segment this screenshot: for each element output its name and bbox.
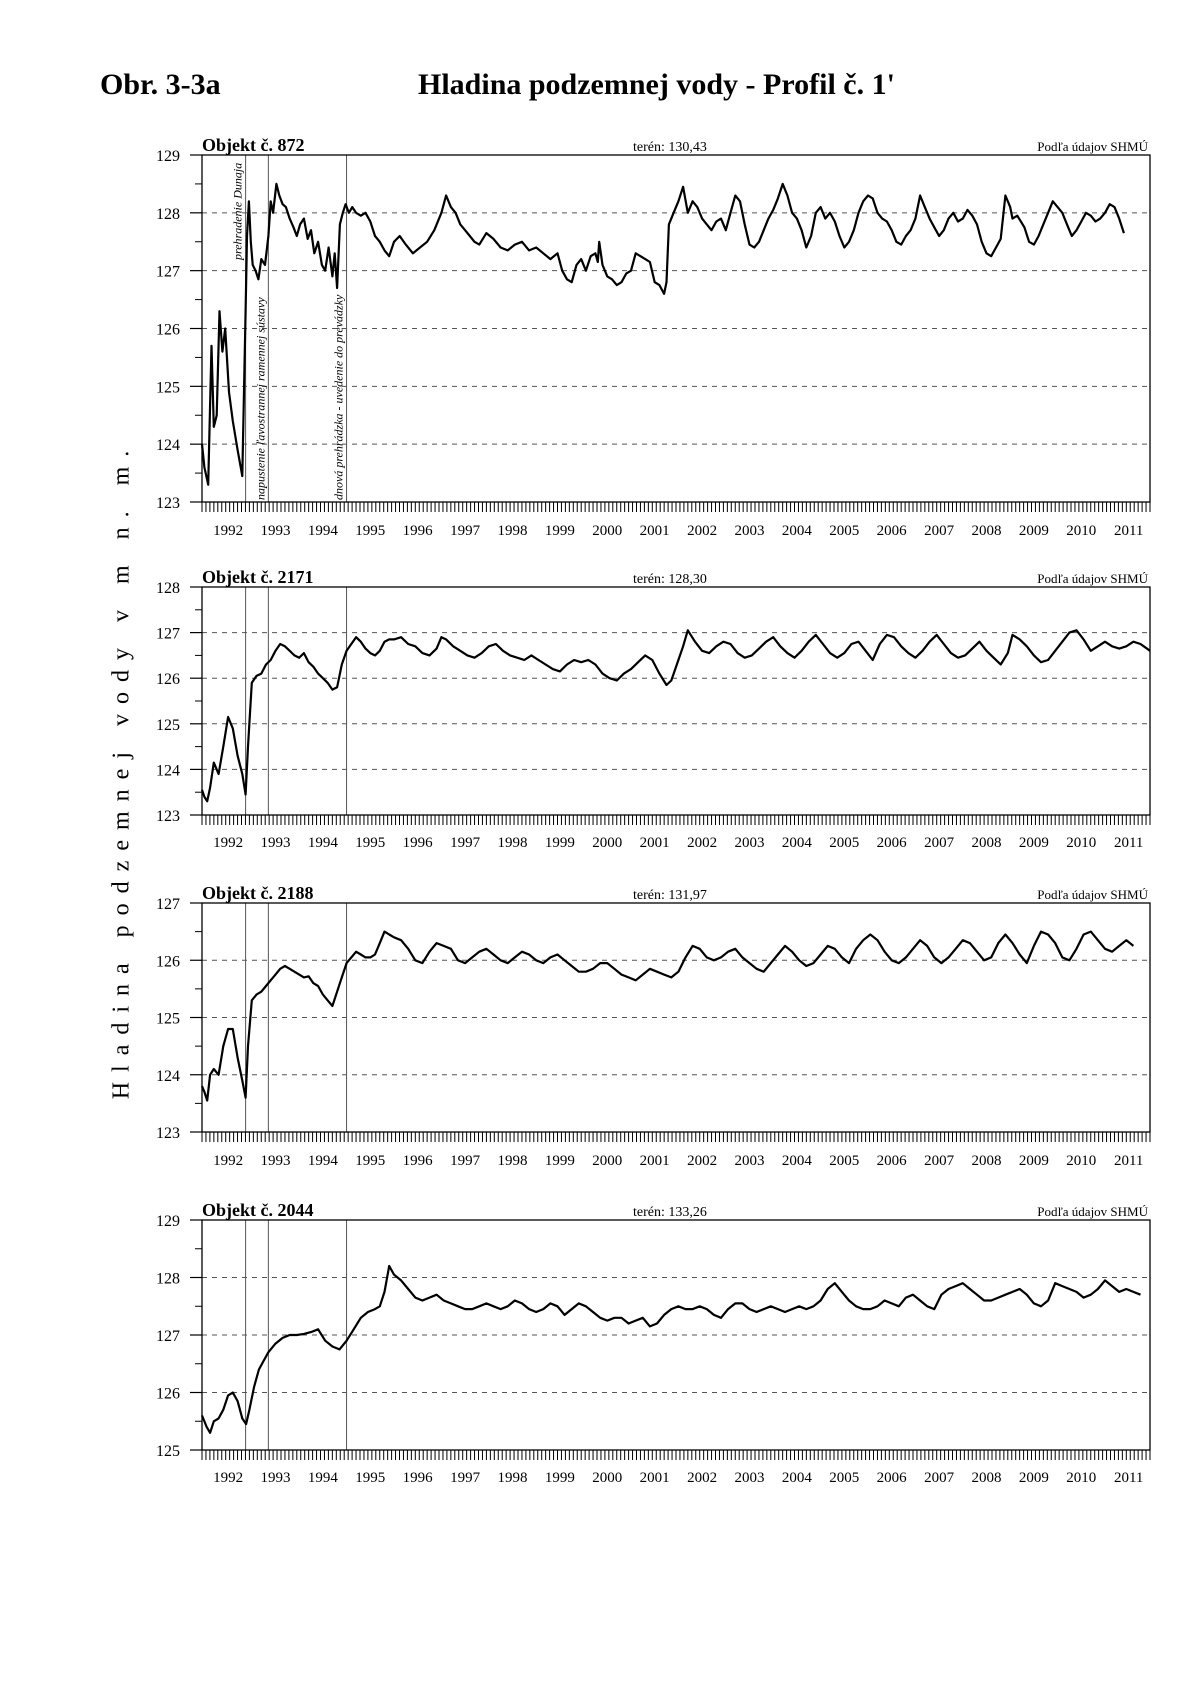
x-tick-label: 2005 (829, 523, 860, 539)
series-line (202, 630, 1150, 801)
x-tick-label: 1996 (402, 1153, 433, 1169)
y-tick-label: 126 (156, 321, 180, 339)
x-tick-label: 1996 (402, 1470, 433, 1486)
x-tick-label: 2005 (829, 835, 860, 851)
y-tick-label: 123 (156, 1125, 180, 1142)
x-tick-label: 1995 (355, 1470, 386, 1486)
x-tick-label: 1999 (544, 1470, 575, 1486)
x-tick-label: 1998 (497, 1153, 528, 1169)
x-tick-label: 1998 (497, 1470, 528, 1486)
y-tick-label: 126 (156, 671, 180, 689)
x-tick-label: 1998 (497, 523, 528, 539)
x-tick-label: 1992 (213, 835, 244, 851)
y-tick-label: 127 (156, 263, 180, 281)
y-tick-label: 128 (156, 205, 180, 223)
x-tick-label: 2001 (639, 835, 670, 851)
x-tick-label: 2003 (734, 1153, 765, 1169)
source-label: Podľa údajov SHMÚ (1037, 571, 1148, 586)
x-tick-label: 2008 (971, 1470, 1002, 1486)
x-tick-label: 2010 (1066, 1470, 1097, 1486)
y-tick-label: 127 (156, 1328, 180, 1345)
y-tick-label: 129 (156, 1213, 180, 1230)
x-tick-label: 1992 (213, 1153, 244, 1169)
chart-panel-0 (156, 135, 1150, 539)
x-tick-label: 2008 (971, 835, 1002, 851)
y-tick-label: 124 (156, 762, 180, 780)
x-tick-label: 1993 (260, 835, 291, 851)
chart-title: Objekt č. 872 (202, 135, 305, 155)
y-tick-label: 124 (156, 1067, 180, 1085)
x-tick-label: 1993 (260, 1153, 291, 1169)
x-tick-label: 2006 (876, 1153, 907, 1169)
x-tick-label: 1997 (450, 1470, 481, 1486)
x-tick-label: 2000 (592, 1470, 623, 1486)
x-tick-label: 1992 (213, 1470, 244, 1486)
x-tick-label: 2009 (1018, 523, 1049, 539)
x-tick-label: 2002 (687, 1153, 718, 1169)
x-tick-label: 1994 (307, 1153, 338, 1169)
x-tick-label: 1998 (497, 835, 528, 851)
x-tick-label: 2008 (971, 1153, 1002, 1169)
y-tick-label: 125 (156, 1443, 180, 1460)
x-tick-label: 2011 (1113, 835, 1144, 851)
x-tick-label: 1999 (544, 523, 575, 539)
terrain-label: terén: 131,97 (633, 888, 707, 903)
terrain-label: terén: 128,30 (633, 572, 707, 587)
chart-panel-1 (156, 567, 1150, 851)
y-tick-label: 129 (156, 148, 180, 165)
x-tick-label: 2009 (1018, 1153, 1049, 1169)
x-tick-label: 2011 (1113, 1470, 1144, 1486)
source-label: Podľa údajov SHMÚ (1037, 139, 1148, 154)
y-tick-label: 126 (156, 1385, 180, 1403)
y-tick-label: 125 (156, 1010, 180, 1028)
x-tick-label: 2010 (1066, 835, 1097, 851)
x-tick-label: 1995 (355, 523, 386, 539)
plot-frame (202, 587, 1150, 815)
figure-label: Obr. 3-3a (100, 68, 221, 101)
x-tick-label: 2011 (1113, 523, 1144, 539)
terrain-label: terén: 133,26 (633, 1205, 707, 1220)
x-tick-label: 2000 (592, 1153, 623, 1169)
chart-panel-3 (156, 1200, 1150, 1486)
series-line (202, 1266, 1141, 1433)
terrain-label: terén: 130,43 (633, 140, 707, 155)
x-tick-label: 2004 (781, 1470, 812, 1486)
chart-title: Objekt č. 2044 (202, 1200, 314, 1220)
x-tick-label: 2007 (924, 1153, 955, 1169)
x-tick-label: 2003 (734, 523, 765, 539)
x-tick-label: 2003 (734, 1470, 765, 1486)
y-tick-label: 128 (156, 1270, 180, 1288)
x-tick-label: 1999 (544, 1153, 575, 1169)
x-tick-label: 1994 (307, 523, 338, 539)
chart-panel-2 (156, 883, 1150, 1169)
x-tick-label: 1996 (402, 835, 433, 851)
x-tick-label: 2010 (1066, 523, 1097, 539)
x-tick-label: 2006 (876, 523, 907, 539)
x-tick-label: 1997 (450, 1153, 481, 1169)
x-tick-label: 2010 (1066, 1153, 1097, 1169)
x-tick-label: 1995 (355, 1153, 386, 1169)
x-tick-label: 2004 (781, 523, 812, 539)
x-tick-label: 2007 (924, 835, 955, 851)
x-tick-label: 1993 (260, 1470, 291, 1486)
x-tick-label: 2009 (1018, 1470, 1049, 1486)
x-tick-label: 2006 (876, 1470, 907, 1486)
x-tick-label: 1993 (260, 523, 291, 539)
x-tick-label: 1994 (307, 1470, 338, 1486)
x-tick-label: 2008 (971, 523, 1002, 539)
y-tick-label: 126 (156, 953, 180, 971)
x-tick-label: 2006 (876, 835, 907, 851)
y-tick-label: 128 (156, 580, 180, 597)
source-label: Podľa údajov SHMÚ (1037, 1204, 1148, 1219)
x-tick-label: 1992 (213, 523, 244, 539)
x-tick-label: 2004 (781, 835, 812, 851)
y-tick-label: 123 (156, 808, 180, 825)
source-label: Podľa údajov SHMÚ (1037, 887, 1148, 902)
x-tick-label: 2005 (829, 1470, 860, 1486)
y-tick-label: 127 (156, 625, 180, 643)
x-tick-label: 1997 (450, 835, 481, 851)
y-tick-label: 123 (156, 495, 180, 512)
x-tick-label: 2007 (924, 523, 955, 539)
x-tick-label: 2004 (781, 1153, 812, 1169)
figure-title: Hladina podzemnej vody - Profil č. 1' (418, 68, 895, 101)
y-tick-label: 125 (156, 716, 180, 734)
x-tick-label: 2005 (829, 1153, 860, 1169)
y-axis-title: Hladina podzemnej vody v m n. m. (108, 440, 135, 1100)
y-tick-label: 127 (156, 896, 180, 913)
event-label-0: prehradenie Dunaja (230, 162, 245, 260)
x-tick-label: 1994 (307, 835, 338, 851)
chart-title: Objekt č. 2188 (202, 883, 314, 903)
chart-title: Objekt č. 2171 (202, 567, 314, 587)
y-tick-label: 124 (156, 437, 180, 455)
x-tick-label: 2009 (1018, 835, 1049, 851)
x-tick-label: 2007 (924, 1470, 955, 1486)
x-tick-label: 2000 (592, 523, 623, 539)
x-tick-label: 1999 (544, 835, 575, 851)
x-tick-label: 2001 (639, 1470, 670, 1486)
x-tick-label: 1996 (402, 523, 433, 539)
x-tick-label: 1997 (450, 523, 481, 539)
x-tick-label: 2001 (639, 1153, 670, 1169)
x-tick-label: 2011 (1113, 1153, 1144, 1169)
event-label-2: dnová prehrádzka - uvedenie do prevádzky (331, 294, 346, 500)
x-tick-label: 2001 (639, 523, 670, 539)
x-tick-label: 2002 (687, 523, 718, 539)
x-tick-label: 2003 (734, 835, 765, 851)
x-tick-label: 2002 (687, 835, 718, 851)
x-tick-label: 1995 (355, 835, 386, 851)
x-tick-label: 2000 (592, 835, 623, 851)
event-label-1: napustenie ľavostrannej ramennej sústavy (253, 297, 268, 500)
y-tick-label: 125 (156, 379, 180, 397)
x-tick-label: 2002 (687, 1470, 718, 1486)
